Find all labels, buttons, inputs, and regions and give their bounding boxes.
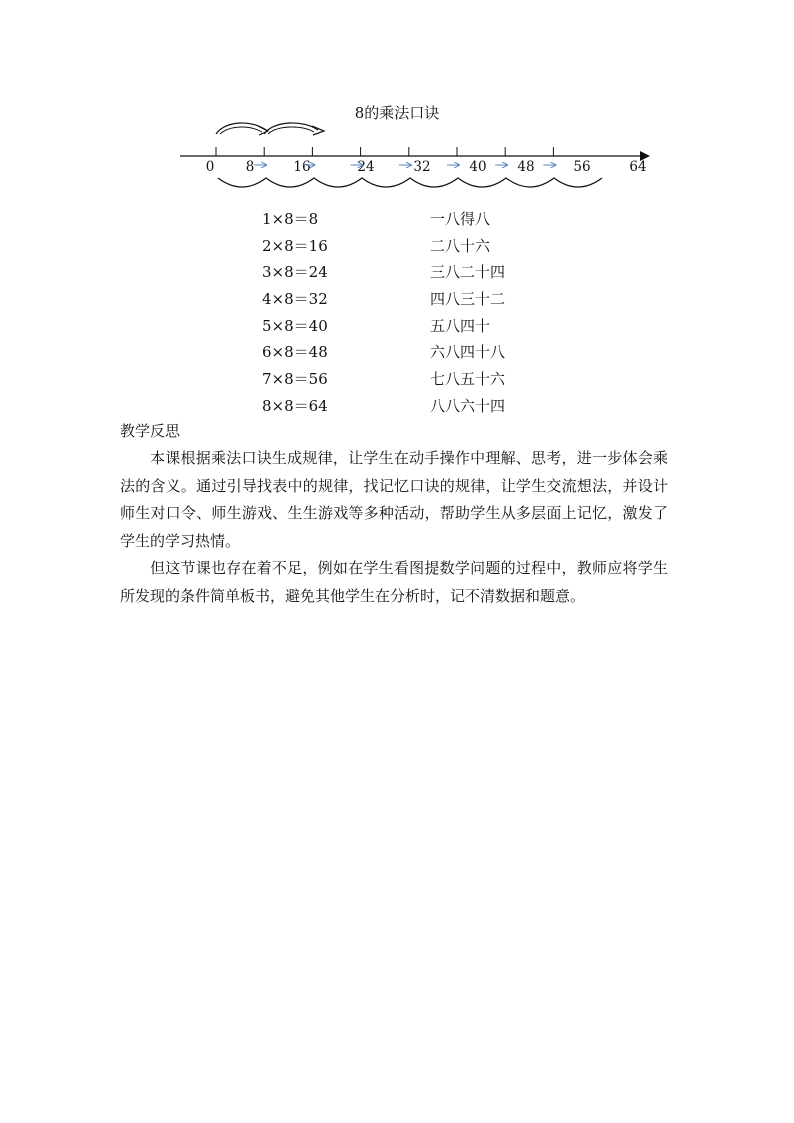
table-row bbox=[262, 233, 582, 260]
table-row bbox=[262, 339, 582, 366]
jump-arrow-1-inner bbox=[220, 127, 262, 134]
rhyme: 四八三十二 bbox=[430, 290, 506, 309]
tick-label: 24 bbox=[357, 159, 375, 175]
table-row bbox=[262, 313, 582, 340]
tick-label: 56 bbox=[573, 159, 591, 175]
rhyme: 七八五十六 bbox=[430, 370, 506, 389]
number-line-diagram bbox=[0, 118, 794, 198]
tick-label: 48 bbox=[517, 159, 535, 175]
table-row bbox=[262, 286, 582, 313]
tick-label: 8 bbox=[245, 159, 255, 175]
reflection-heading: 教学反思 bbox=[120, 422, 181, 440]
equation: 4×8＝32 bbox=[262, 290, 328, 309]
jump-arrow-2-inner bbox=[268, 127, 314, 134]
jump-arrow-2 bbox=[264, 123, 318, 134]
rhyme: 五八四十 bbox=[430, 316, 491, 335]
equation: 8×8＝64 bbox=[262, 396, 328, 415]
multiplication-table bbox=[262, 206, 582, 420]
equation: 7×8＝56 bbox=[262, 370, 328, 389]
rhyme: 一八得八 bbox=[430, 210, 491, 228]
tick-labels bbox=[206, 159, 647, 175]
equation: 1×8＝8 bbox=[262, 210, 319, 228]
jump-arrow-1 bbox=[216, 123, 266, 134]
jump-arrow-2-head bbox=[312, 126, 324, 135]
tick-label: 64 bbox=[629, 159, 647, 175]
tick-label: 32 bbox=[413, 159, 431, 175]
rhyme: 二八十六 bbox=[430, 236, 491, 255]
reflection-text bbox=[120, 445, 668, 611]
table-row bbox=[262, 206, 582, 233]
scallop-brace bbox=[218, 178, 602, 187]
rhyme: 八八六十四 bbox=[430, 396, 506, 415]
equation: 6×8＝48 bbox=[262, 343, 328, 362]
equation: 3×8＝24 bbox=[262, 263, 328, 282]
tick-label: 16 bbox=[293, 159, 311, 175]
table-row bbox=[262, 393, 582, 420]
diagram-title: 8的乘法口诀 bbox=[354, 104, 440, 122]
equation: 2×8＝16 bbox=[262, 236, 328, 255]
rhyme: 三八二十四 bbox=[430, 263, 506, 282]
table-row bbox=[262, 366, 582, 393]
tick-label: 0 bbox=[205, 159, 215, 175]
table-row bbox=[262, 259, 582, 286]
tick-marks bbox=[216, 147, 553, 156]
tick-label: 40 bbox=[469, 159, 487, 175]
rhyme: 六八四十八 bbox=[430, 343, 506, 362]
reflection-paragraph-2: 但这节课也存在着不足，例如在学生看图提数学问题的过程中，教师应将学生所发现的条件简单板书，避免其他学生在分析时，记不清数据和题意。 bbox=[120, 559, 668, 605]
reflection-paragraph-1: 本课根据乘法口诀生成规律，让学生在动手操作中理解、思考，进一步体会乘法的含义。通过引导找表中的规律，找记忆口诀的规律，让学生交流想法，并设计师生对口令、师生游戏、生生游戏等多种活动，帮助学生从多层面上记忆，激发了学生的学习热情。 bbox=[120, 449, 668, 550]
equation: 5×8＝40 bbox=[262, 316, 328, 335]
